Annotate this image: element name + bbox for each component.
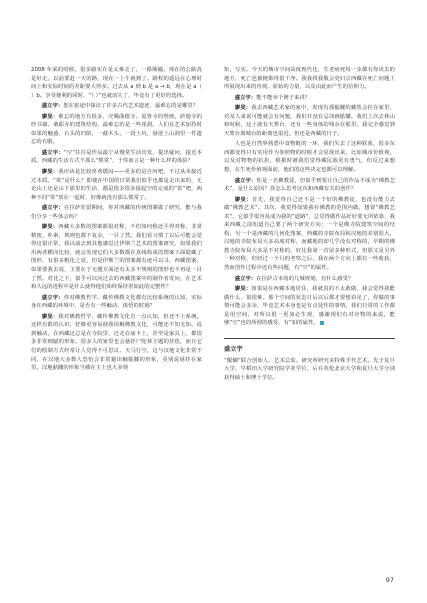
interview-paragraph (31, 149, 202, 166)
speaker-label: 盛立宇： (234, 275, 257, 282)
speaker-label: 盛立宇： (41, 205, 64, 212)
speaker-label: 廖旻： (41, 313, 59, 320)
interview-paragraph (224, 285, 395, 328)
interview-paragraph (31, 102, 202, 111)
paragraph-text: 我去西藏艺术家的家中，发现有那骷髅的藏毯会挂在家里，对及人来说可能就会有问题，我们并没有忌讳画骷髅。我们上次去林山和时候，边上就有天葬台，还有一些身体的残余在那里。我完全感觉到天葬台离城台阶距离也很近。但还是西藏的日子。 (224, 105, 395, 137)
speaker-label: 廖旻： (41, 224, 59, 231)
speaker-label: 盛立宇： (41, 103, 64, 110)
speaker-label: 盛立宇： (41, 294, 64, 301)
paragraph-text: 我应该是比较喜欢缓闷——更多的是自问吧，不过从未接近过本质。“常”是什么？即使在中国的日常我们似乎也都是走出来的，无论山上还是山下那里的生活，都是很多很多接起空的完成的“常”吧，两种不同“常”放在一起时，好像就没有那么惯常了。 (31, 169, 202, 201)
interview-paragraph (31, 168, 202, 202)
interview-paragraph (31, 294, 202, 311)
paragraph-text: 难忘的地方有很多，壳噶曲德寺、夏鲁寺的壁画，萨迦寺的经书墙、桑耶寺的建筑结构，最难忘的是一些崖洞。人们在艺术加持时如果的魅惑，石头的凹陷，一截木头，一段土坑，悬崖上山洞里一件遗忘的衣服。 (31, 113, 202, 146)
interview-paragraph (31, 66, 202, 100)
paragraph-text: 西藏大多数的图案都很对称，不但如何称还平得对称，非常精密，朴素，规则也都不复余，一目了然，我们看习惯了以后可能会觉得这很正常，我以前去到其他感觉过伊斯兰艺术的图案研究，如果我们用两者横向比较，就会发现它们大多数都在真线构成的图案下面隐藏了图形，有很多粗化之处，但是伊斯兰的图案都有迹可以寻，西藏图案，如果要我去说，主要在于无题方面还有太多不规则的图形也不再是一目了然。对比之下，似乎可以向过去的西藏图案中的制作者发问，在艺术和久远的进程中是什么使得他们始终保持着如此的完整性？ (31, 224, 202, 291)
paragraph-text: 矩，写实。今天的城市空间高度现代化，生老病死每一步都有你该去的地方，死亡也被掩饰得很干净。我我找我敬会更归宗西藏在死亡问题上所展现出来的直观、原始的力量，以及由此而产生的信仰力。 (224, 67, 395, 91)
interview-paragraph (31, 313, 202, 373)
text-columns (31, 66, 395, 564)
paragraph-text: 在拉萨古本尚的几城规划，有什么感受？ (256, 275, 354, 282)
speaker-label: 盛立宇： (41, 149, 64, 156)
paragraph-text: 如果是在西藏本地居住，我就真的不太敢做，我会觉得我能做什么，很很难。那个空间的状态日后以后都才要想看见了，你做的事情可能会多余，毕竟艺术本身也是有点徒作的事情。我们日常的工作都是用空间，对所以很一更加必生观，感谢现们有对应物的来说，能够“空”也的所谓的感受，有“如的属性。 (224, 286, 395, 327)
speaker-label: 廖旻： (41, 169, 59, 176)
paragraph-text: “空”往往是作品最宁从慢常生活出发，提出疑问，接近本质。西藏的生活方式不那么“惯常”，于你而言是一种什么样的体验？ (31, 149, 202, 165)
right-column (224, 66, 395, 564)
paragraph-text: 首先，我觉得自己还不是一个好的佛教徒，也没有能力去做“佛教艺术”。其次，我觉得如果我在佛教的范围内做，想要“佛教艺术”，它似乎很容易成为我的“道路”，总觉得做作品好好要无所依靠，我来西藏之前知道自己要了两个研究方向：一个是佛寺院建筑空间的结构，另一个是西藏的几何化图案，西藏的寺院布局和汉地的差别很大，汉地的寺院布局大多高度对称，而藏地的却几乎没有对称的，早期的佛教寺院布局大多是不对称的，好比我第一首留多种形式，但那又是另外一种对称，但经过一个月的考察之后，我在两个方向上都有一些收获，然而创作过程中还有些问题，有“空”的属性。 (224, 196, 395, 272)
speaker-label: 盛立宇： (234, 177, 257, 184)
speaker-label: 廖旻： (234, 286, 252, 293)
author-block (224, 338, 395, 383)
paragraph-text: 我对佛教哲学、藏传佛教文化有一点认知，但还不上系统。这样有限的认识，好像更容易使我误解佛教文化，可能还不知无知。说到触动，在西藏这总是在寺院里，迁走在庙卡上，甚至是家具上，都很多非常细腻的形象。很多人的家里也会悬挂尸陀林主题的挂毯，而且它们的绘制方式经常让人觉得不可思议。天马行空，这与汉地文化非常不同，在汉地大多数人恐怕会非常避讳触骷髅的形象，更别说悬挂在家里。汉地骷髅的形象当插在主上也大多规 (31, 313, 202, 372)
speaker-label: 廖旻： (41, 113, 59, 120)
paragraph-text: 你对佛教哲学、藏传佛教文化都有比较系统的认知，实际身在西藏的环境中，是否有一些触动、体悟的时刻？ (31, 294, 203, 310)
interview-paragraph (224, 177, 395, 194)
interview-paragraph (31, 113, 202, 147)
paragraph-text: 2008 年来的时候，很多路实在是太难走了，一路颠簸。现在的公路真是好走，以前要赶一天的路，现在一上午就到了。路程的遥远在心理时间上和实际时间的差距要大得多。过去从 a 到 b 是 a → b，现在是 a（ ）b。享受便利的同时，“（ ）”也就消失了，毕竟有了更好的选择。 (31, 67, 202, 99)
right-column-body (224, 66, 395, 328)
interview-paragraph (224, 104, 395, 138)
author-bio: “醒醐”联合创始人、艺术总监。研究所研究美特殊手代艺术。先于复旦大学、早稻田大学研究院学业学位，后在英伦北京大学和复旦大学分别获得硕士和博士学位。 (224, 357, 395, 381)
page-number: 97 (385, 576, 394, 584)
interview-paragraph (224, 275, 395, 284)
left-column (31, 66, 202, 564)
interview-paragraph (31, 223, 202, 291)
interview-paragraph (224, 196, 395, 273)
interview-paragraph (224, 94, 395, 103)
paragraph-text: 您在旅途中探访了许多古代艺术遗迹，最难忘的是哪里？ (63, 103, 199, 110)
paragraph-text: 能不能举个例子来讲？ (256, 94, 311, 101)
interview-paragraph (224, 66, 395, 92)
speaker-label: 廖旻： (234, 196, 252, 203)
speaker-label: 盛立宇： (234, 94, 257, 101)
paragraph-text: 在拉萨驻留期间，你对西藏的传统图案做了研究，能与我们分享一些体会吗？ (31, 205, 203, 220)
speaker-label: 廖旻： (234, 105, 252, 112)
author-name: 盛立宇 (224, 345, 243, 353)
paragraph-text: 你是一名佛教徒，但似乎到要让自己的作品不成为“佛教艺术”，是什么原因？你怎么思考这次和西藏有关的创作？ (224, 177, 395, 193)
interview-paragraph (31, 204, 202, 221)
interview-paragraph (224, 140, 395, 174)
paragraph-text: 人也是自然界熟悉中食物链的一环，我们失去了这种联系，很多东西都变得只有实用作为参照物的时候才会显现出来，比如城市价值观，以及对物物的抗拒，根据时被我们觉得藏民族更有勇气，但反过来想想，在生死价值观面前，他们的这些决定也都可以理解。 (224, 141, 395, 174)
end-mark-icon (320, 321, 324, 325)
